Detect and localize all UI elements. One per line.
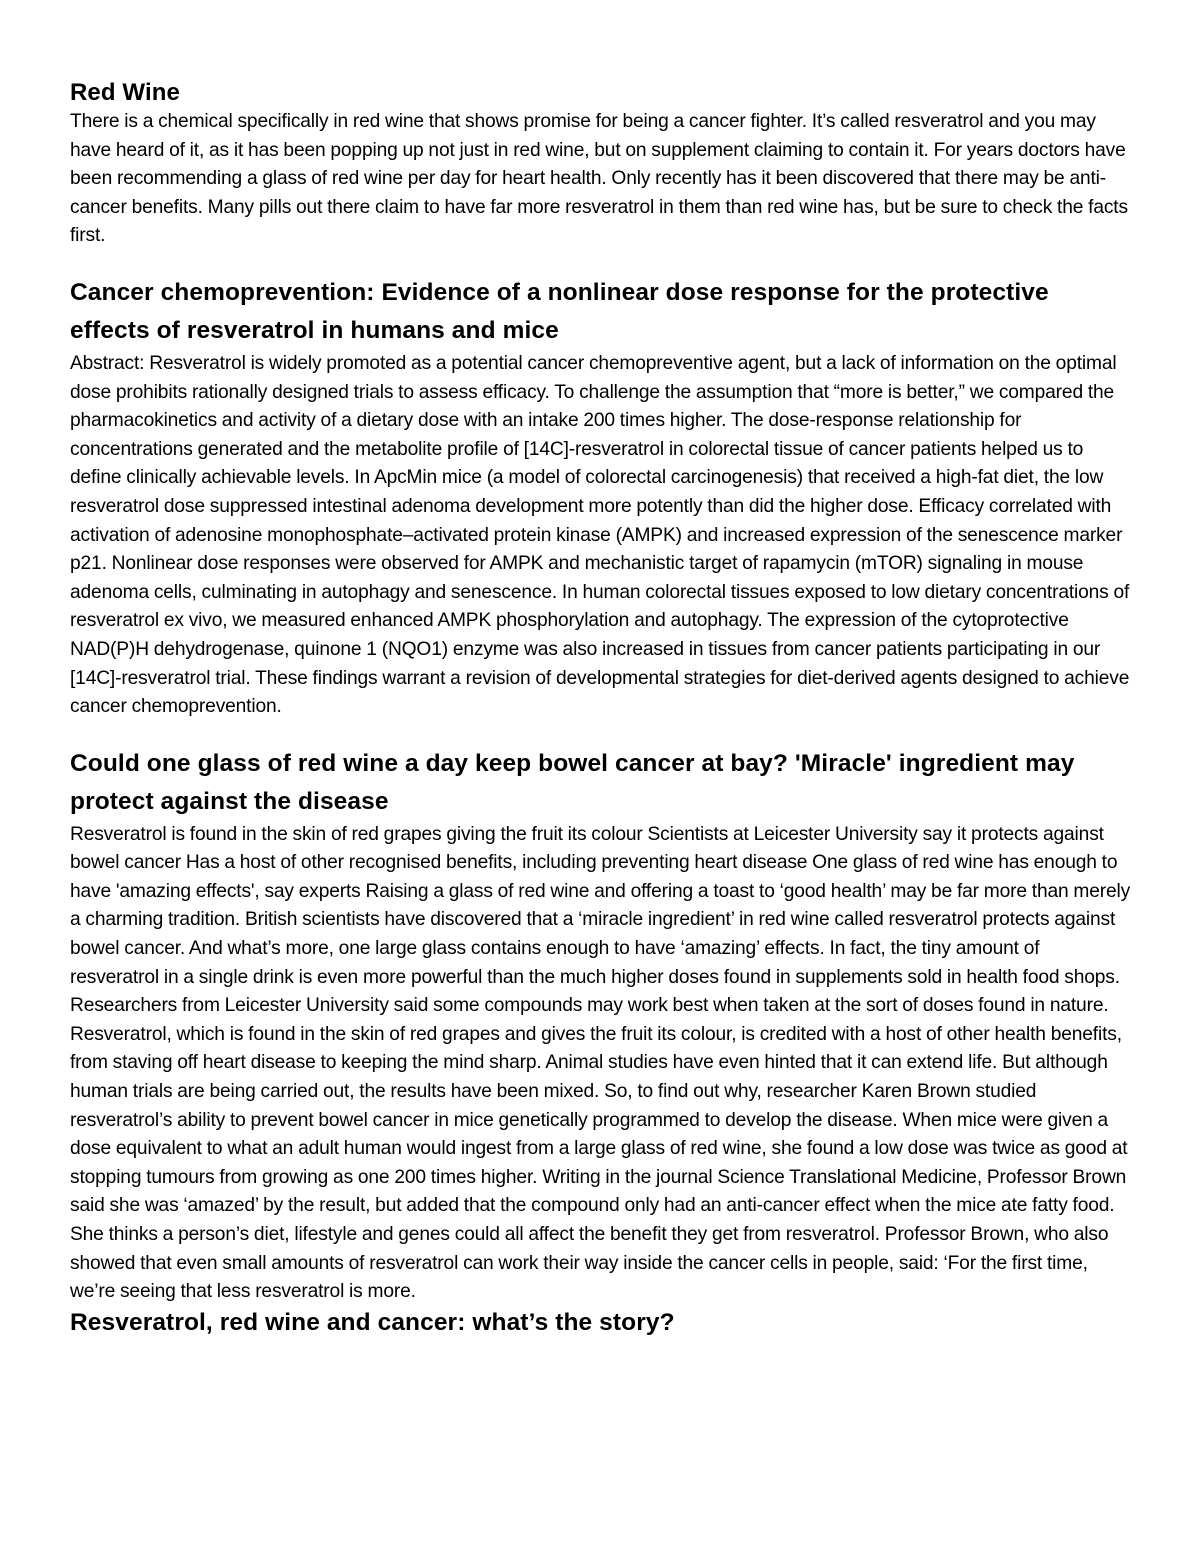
section-red-wine <box>70 78 1132 251</box>
section-bowel-cancer <box>70 745 1132 1307</box>
section-cancer-chemoprevention <box>70 274 1132 722</box>
section-heading: Red Wine <box>70 79 180 106</box>
section-body: Resveratrol is found in the skin of red grapes giving the fruit its colour Scientists at Leicester University say it protects against bowel cancer Has a host of other recognised benefits, including preventing heart disease One glass of red wine has enough to have 'amazing effects', say experts Raising a glass of red wine and offering a toast to ‘good health’ may be far more than merely a charming tradition. British scientists have discovered that a ‘miracle ingredient’ in red wine called resveratrol protects against bowel cancer. And what’s more, one large glass contains enough to have ‘amazing’ effects. In fact, the tiny amount of resveratrol in a single drink is even more powerful than the much higher doses found in supplements sold in health food shops. Researchers from Leicester University said some compounds may work best when taken at the sort of doses found in nature. Resveratrol, which is found in the skin of red grapes and gives the fruit its colour, is credited with a host of other health benefits, from staving off heart disease to keeping the mind sharp. Animal studies have even hinted that it can extend life. But although human trials are being carried out, the results have been mixed. So, to find out why, researcher Karen Brown studied resveratrol’s ability to prevent bowel cancer in mice genetically programmed to develop the disease. When mice were given a dose equivalent to what an adult human would ingest from a large glass of red wine, she found a low dose was twice as good at stopping tumours from growing as one 200 times higher. Writing in the journal Science Translational Medicine, Professor Brown said she was ‘amazed’ by the result, but added that the compound only had an anti-cancer effect when the mice ate fatty food. She thinks a person’s diet, lifestyle and genes could all affect the benefit they get from resveratrol. Professor Brown, who also showed that even small amounts of resveratrol can work their way inside the cancer cells in people, said: ‘For the first time, we’re seeing that less resveratrol is more. <box>70 823 1131 1303</box>
document-page <box>70 78 1132 1339</box>
section-heading: Cancer chemoprevention: Evidence of a nonlinear dose response for the protective effects of resveratrol in humans and mice <box>70 278 1049 344</box>
section-body: There is a chemical specifically in red wine that shows promise for being a cancer fighter. It’s called resveratrol and you may have heard of it, as it has been popping up not just in red wine, but on supplement claiming to contain it. For years doctors have been recommending a glass of red wine per day for heart health. Only recently has it been discovered that there may be anti-cancer benefits. Many pills out there claim to have far more resveratrol in them than red wine has, but be sure to check the facts first. <box>70 111 1128 247</box>
section-body: Abstract: Resveratrol is widely promoted as a potential cancer chemopreventive agent, but a lack of information on the optimal dose prohibits rationally designed trials to assess efficacy. To challenge the assumption that “more is better,” we compared the pharmacokinetics and activity of a dietary dose with an intake 200 times higher. The dose-response relationship for concentrations generated and the metabolite profile of [14C]-resveratrol in colorectal tissue of cancer patients helped us to define clinically achievable levels. In ApcMin mice (a model of colorectal carcinogenesis) that received a high-fat diet, the low resveratrol dose suppressed intestinal adenoma development more potently than did the higher dose. Efficacy correlated with activation of adenosine monophosphate–activated protein kinase (AMPK) and increased expression of the senescence marker p21. Nonlinear dose responses were observed for AMPK and mechanistic target of rapamycin (mTOR) signaling in mouse adenoma cells, culminating in autophagy and senescence. In human colorectal tissues exposed to low dietary concentrations of resveratrol ex vivo, we measured enhanced AMPK phosphorylation and autophagy. The expression of the cytoprotective NAD(P)H dehydrogenase, quinone 1 (NQO1) enzyme was also increased in tissues from cancer patients participating in our [14C]-resveratrol trial. These findings warrant a revision of developmental strategies for diet-derived agents designed to achieve cancer chemoprevention. <box>70 352 1130 718</box>
section-heading: Resveratrol, red wine and cancer: what’s the story? <box>70 1308 675 1336</box>
section-heading: Could one glass of red wine a day keep bowel cancer at bay? 'Miracle' ingredient may protect against the disease <box>70 749 1075 815</box>
section-resveratrol-story <box>70 1307 1132 1339</box>
